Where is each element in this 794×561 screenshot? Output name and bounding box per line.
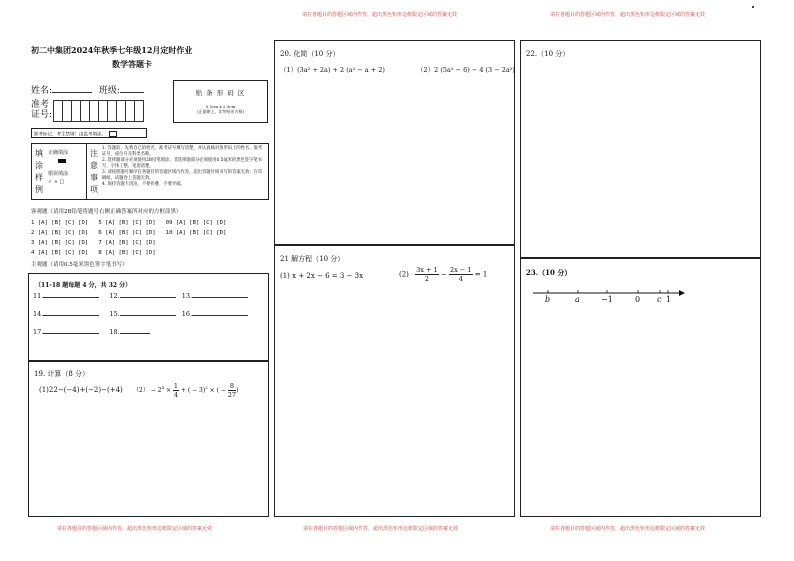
note-item: 1. 答题前，先将自己的姓名、准考证号填写清楚，并认真核对条形码上的姓名、准考证号、座位号及科类名称。 xyxy=(102,146,263,157)
bottom-warning-middle: 请在各题目的答题区域内作答，超出黑色矩形边框限定区域的答案无效 xyxy=(303,526,459,532)
name-field[interactable] xyxy=(31,83,144,96)
notes-list xyxy=(102,146,266,188)
notes-label: 注 意 事 项 xyxy=(90,149,98,194)
q22-answer-box[interactable] xyxy=(520,40,761,258)
q21-part1: (1) x + 2x − 6 = 3 − 3x xyxy=(280,272,364,280)
fill-example-wrong: 错误填涂 ✓ × □ xyxy=(48,171,69,185)
note-item: 4. 保持答题卡清洁，不要折叠、不要弄破。 xyxy=(102,182,185,187)
objective-row: 1 [A] [B] [C] [D] 5 [A] [B] [C] [D] 09 [A] [B] [C] [D] xyxy=(31,220,227,226)
bottom-warning-left: 请在各题目的答题区域内作答，超出黑色矩形边框限定区域的答案无效 xyxy=(57,526,213,532)
card-title: 初二中集团2024年秋季七年级12月定时作业 xyxy=(31,45,193,55)
exam-id-label: 准考 证号: xyxy=(31,100,53,120)
q21-answer-box[interactable] xyxy=(274,245,515,517)
instructions-panel xyxy=(31,143,269,200)
q23-answer-box[interactable] xyxy=(520,258,761,517)
objective-row: 3 [A] [B] [C] [D] 7 [A] [B] [C] [D] xyxy=(31,240,156,246)
barcode-area: 贴 条 形 码 区 5.5cm x 2.5cm (正面朝上，切勿贴出方框) xyxy=(173,80,268,123)
q20-part1: （1）(3a² + 2a) + 2 (a² − a + 2) xyxy=(280,66,385,74)
fill-blank-box[interactable] xyxy=(28,273,269,361)
objective-options[interactable] xyxy=(31,218,226,258)
q20-answer-box[interactable] xyxy=(274,40,515,245)
q21-part2: (2) $\frac{3x + 1}{2}$ − $\frac{2x - 1}{4}$ = 1 xyxy=(399,266,488,283)
q19-part2: $(2) - 2^4$ × $\frac{1}{4}$ + ( − 3)$^2$ × ( − $\frac{8}{27}$ ) xyxy=(133,382,239,399)
objective-header: 客观题（请用2B铅笔将题号右侧正确答案所对应的方框涂黑） xyxy=(31,209,182,215)
blank-row: 11. 12. 13. xyxy=(33,292,248,300)
objective-row: 4 [A] [B] [C] [D] 8 [A] [B] [C] [D] xyxy=(31,250,156,256)
objective-row: 2 [A] [B] [C] [D] 6 [A] [B] [C] [D] 10 [A] [B] [C] [D] xyxy=(31,230,227,236)
corner-mark xyxy=(752,6,754,8)
q19-title: 19. 计算（8 分） xyxy=(34,370,90,378)
note-item: 2. 选择题部分必须使用2B铅笔填涂；非选择题部分必须使用0.5毫米的黑色签字笔书写，字体工整、笔迹清楚。 xyxy=(102,158,262,169)
exam-id-boxes[interactable] xyxy=(53,100,143,122)
q23-title: 23.（10 分） xyxy=(526,268,572,277)
number-line-label-1: 1 xyxy=(666,295,672,304)
number-line-label-a: a xyxy=(575,295,580,304)
fill-example-correct: 正确填涂 xyxy=(48,149,68,163)
q20-title: 20. 化简（10 分） xyxy=(280,50,340,58)
q19-part1: (1)22−(−4)+(−2)−(+4) xyxy=(39,386,123,394)
bottom-warning-right: 请在各题目的答题区域内作答，超出黑色矩形边框限定区域的答案无效 xyxy=(550,526,706,532)
card-subtitle: 数学答题卡 xyxy=(112,59,152,69)
blank-row: 14. 15. 16. xyxy=(33,310,248,318)
absent-mark[interactable]: 缺考标记，考生禁填！由监考填涂。 xyxy=(31,128,147,138)
name-label: 姓名: xyxy=(31,86,53,96)
blank-row: 17. 18. xyxy=(33,328,150,336)
note-item: 3. 请按照题号顺序在各题目的答题区域内作答，超出答题区域书写的答案无效；在草稿纸、试题卷上答题无效。 xyxy=(102,170,263,181)
top-warning-middle: 请在各题目的答题区域内作答，超出黑色矩形边框限定区域的答案无效 xyxy=(302,12,458,18)
q20-part2: （2）2 (5a² − 6) − 4 (3 − 2a²) xyxy=(417,66,515,74)
subjective-header: 主观题（请用0.5毫米黑色签字笔书写） xyxy=(31,262,128,268)
top-warning-right: 请在各题目的答题区域内作答，超出黑色矩形边框限定区域的答案无效 xyxy=(550,12,706,18)
fill-blank-title: （11-18 题每题 4 分，共 32 分） xyxy=(35,282,132,289)
q19-answer-box[interactable] xyxy=(28,361,269,517)
number-line-label-b: b xyxy=(545,295,551,304)
number-line-label-c: c xyxy=(657,295,662,304)
number-line-label-neg1: −1 xyxy=(601,295,613,304)
number-line-label-0: 0 xyxy=(635,295,641,304)
fill-example-label: 填 涂 样 例 xyxy=(35,149,43,194)
class-label: 班级: xyxy=(98,86,120,96)
q21-title: 21 解方程（10 分） xyxy=(280,255,345,263)
q22-title: 22.（10 分） xyxy=(526,50,570,58)
